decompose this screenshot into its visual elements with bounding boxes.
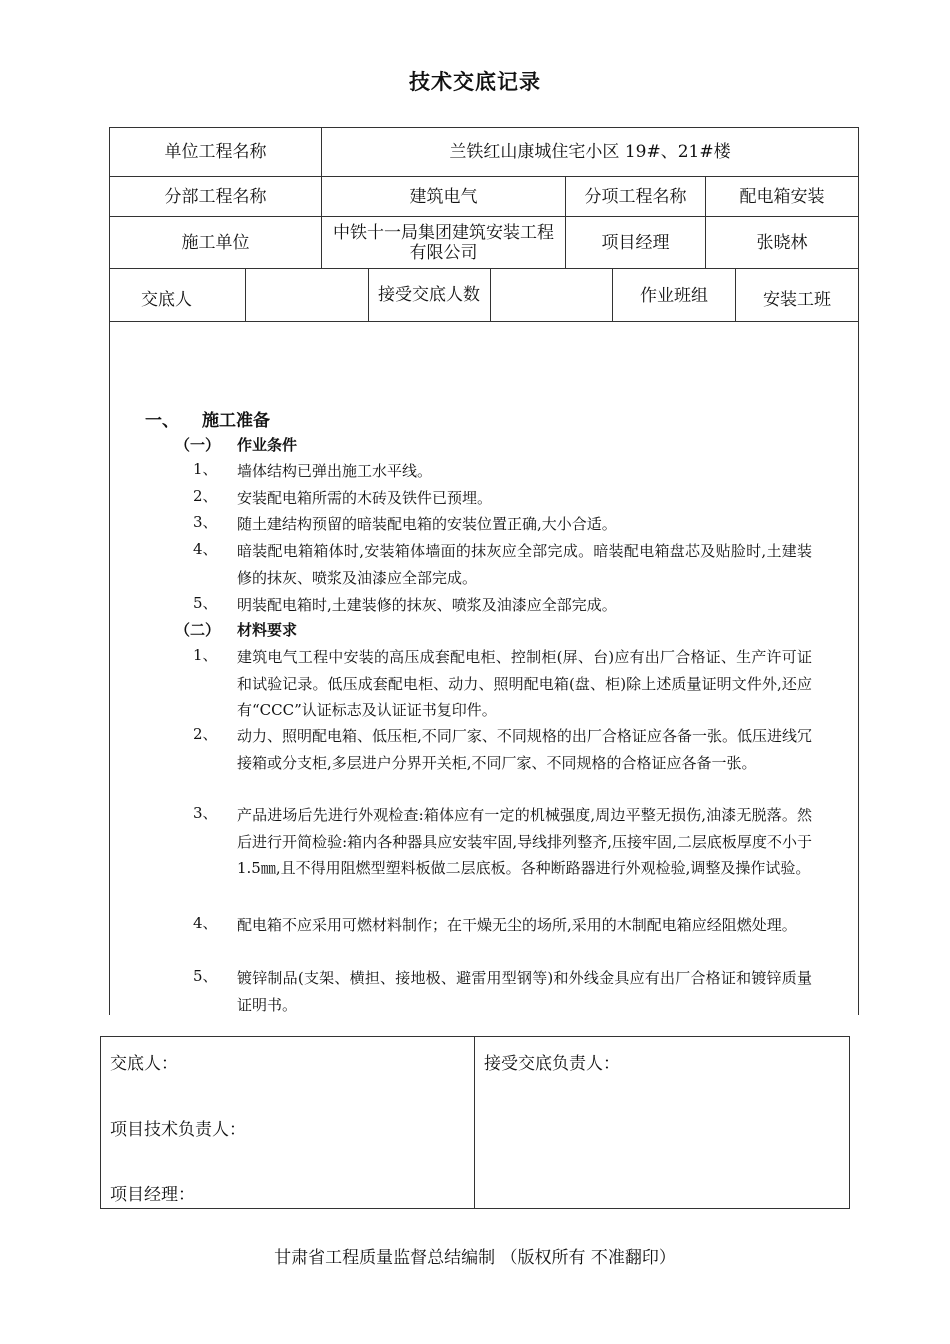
item-text: 配电箱不应采用可燃材料制作；在干燥无尘的场所,采用的木制配电箱应经阻燃处理。 (237, 916, 797, 934)
item-text: 随土建结构预留的暗装配电箱的安装位置正确,大小合适。 (237, 515, 617, 533)
tech-lead-signature-label: 项目技术负责人： (110, 1120, 246, 1140)
team-value: 安装工班 (763, 290, 831, 310)
manager-label: 项目经理 (601, 232, 670, 253)
subitem-label: 分项工程名称 (584, 186, 687, 207)
receivers-value (491, 269, 612, 321)
item-number: 5、 (193, 967, 218, 985)
section-number: 一、 (145, 411, 179, 431)
contractor-value: 中铁十一局集团建筑安装工程有限公司 (333, 222, 554, 263)
unit-project-value: 兰铁红山康城住宅小区 19#、21#楼 (449, 142, 731, 162)
item-number: 3、 (193, 804, 218, 822)
subitem-value: 配电箱安装 (739, 186, 825, 207)
item-text: 建筑电气工程中安装的高压成套配电柜、控制柜(屏、台)应有出厂合格证、生产许可证和试验记录。低压成套配电柜、动力、照明配电箱(盘、柜)除上述质量证明文件外,还应有“CCC”认证标志及认证证书复印件。 (237, 648, 812, 719)
item-number: 1、 (193, 460, 218, 478)
item-number: 3、 (193, 513, 218, 531)
item-number: 1、 (193, 646, 218, 664)
item-text: 暗装配电箱箱体时,安装箱体墙面的抹灰应全部完成。暗装配电箱盘芯及贴脸时,土建装修的抹灰、喷浆及油漆应全部完成。 (237, 542, 812, 587)
page-title: 技术交底记录 (409, 70, 541, 94)
item-number: 5、 (193, 594, 218, 612)
item-text: 镀锌制品(支架、横担、接地极、避雷用型钢等)和外线金具应有出厂合格证和镀锌质量证明书。 (237, 969, 812, 1014)
footer-note: 甘肃省工程质量监督总结编制 （版权所有 不准翻印） (274, 1248, 676, 1268)
item-number: 4、 (193, 540, 218, 558)
discloser-value (246, 269, 368, 321)
contractor-label: 施工单位 (181, 232, 250, 253)
manager-value: 张晓林 (756, 232, 808, 253)
receiver-lead-signature-label: 接受交底负责人： (484, 1054, 620, 1074)
discloser-signature-label: 交底人： (110, 1054, 178, 1074)
item-text: 墙体结构已弹出施工水平线。 (237, 462, 433, 480)
team-label: 作业班组 (640, 286, 708, 306)
division-value: 建筑电气 (409, 186, 478, 207)
discloser-label: 交底人 (141, 290, 192, 310)
division-label: 分部工程名称 (164, 186, 267, 207)
item-text: 动力、照明配电箱、低压柜,不同厂家、不同规格的出厂合格证应各备一张。低压进线冗接箱或分支柜,多层进户分界开关柜,不同厂家、不同规格的合格证应各备一张。 (237, 727, 812, 772)
item-number: 2、 (193, 725, 218, 743)
section-title: 施工准备 (202, 411, 270, 431)
subsection-title: 材料要求 (237, 621, 298, 639)
item-text: 安装配电箱所需的木砖及铁件已预埋。 (237, 489, 493, 507)
receivers-label: 接受交底人数 (378, 285, 480, 305)
unit-project-label: 单位工程名称 (164, 142, 267, 162)
item-text: 产品进场后先进行外观检查:箱体应有一定的机械强度,周边平整无损伤,油漆无脱落。然后进行开简检验:箱内各种器具应安装牢固,导线排列整齐,压接牢固,二层底板厚度不小于 1.5㎜,且不得用阻燃型塑料板做二层底板。各种断路器进行外观检验,调整及操作试验。 (237, 806, 812, 877)
section-heading (145, 406, 270, 431)
item-text: 明装配电箱时,土建装修的抹灰、喷浆及油漆应全部完成。 (237, 596, 617, 614)
item-number: 4、 (193, 914, 218, 932)
subsection-number: （一） (175, 436, 221, 454)
subsection-number: （二） (175, 621, 221, 639)
manager-signature-label: 项目经理： (110, 1185, 195, 1205)
item-number: 2、 (193, 487, 218, 505)
subsection-title: 作业条件 (237, 436, 298, 454)
